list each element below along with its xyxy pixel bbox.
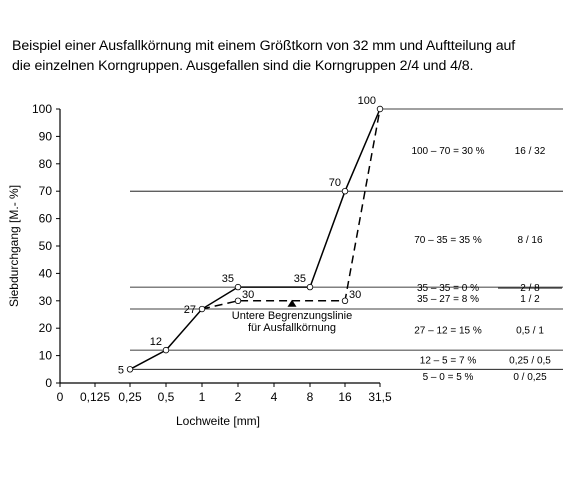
x-tick-label: 0,25: [118, 390, 142, 404]
y-tick-label: 60: [38, 211, 52, 226]
point-label: 30: [242, 288, 255, 301]
point-label: 12: [149, 336, 162, 349]
x-tick-label: 16: [338, 390, 352, 404]
data-point: [307, 284, 313, 290]
caption-line-2: die einzelnen Korngruppen. Ausgefallen sind die Korngruppen 2/4 und 4/8.: [12, 58, 474, 74]
data-point: [163, 347, 169, 353]
group-label: 1 / 2: [520, 294, 540, 306]
y-tick-label: 0: [45, 376, 52, 390]
x-tick-label: 0,5: [157, 390, 175, 404]
data-point: [235, 298, 241, 304]
y-tick-label: 30: [38, 293, 52, 308]
y-tick-label: 90: [38, 129, 52, 144]
point-label: 27: [183, 304, 196, 317]
y-tick-label: 20: [38, 321, 52, 336]
group-label: 0,25 / 0,5: [509, 355, 551, 367]
group-separators: [130, 109, 563, 369]
y-tick-label: 50: [38, 239, 52, 253]
group-calculation: 100 – 70 = 30 %: [411, 146, 485, 158]
group-label: 8 / 16: [517, 235, 543, 247]
y-tick-label: 10: [38, 348, 52, 363]
point-label: 35: [221, 273, 234, 286]
point-label: 70: [328, 177, 341, 190]
caption-line-1: Beispiel einer Ausfallkörnung mit einem Größtkorn von 32 mm und Auftteilung auf: [12, 38, 516, 54]
group-calculation: 12 – 5 = 7 %: [419, 355, 477, 367]
x-tick-label: 4: [270, 390, 278, 404]
data-point: [377, 106, 383, 112]
data-point: [199, 306, 205, 312]
data-point: [342, 188, 348, 194]
group-label: 16 / 32: [514, 146, 546, 158]
annotation-line-2: für Ausfallkörnung: [247, 321, 337, 334]
point-label: 5: [117, 364, 124, 377]
group-calculation: 5 – 0 = 5 %: [422, 372, 474, 384]
y-tick-label: 70: [38, 184, 52, 199]
point-label: 35: [293, 273, 306, 286]
group-calculation: 70 – 35 = 35 %: [414, 235, 482, 247]
annotation: [232, 300, 352, 334]
annotation-line-1: Untere Begrenzungslinie: [231, 309, 353, 322]
group-calculation: 27 – 12 = 15 %: [414, 325, 482, 337]
grain-group-table: [411, 146, 562, 383]
y-tick-label: 80: [38, 156, 52, 171]
axes: [7, 102, 392, 428]
x-tick-label: 2: [234, 390, 242, 404]
group-label: 0,5 / 1: [516, 325, 544, 337]
y-tick-label: 100: [31, 102, 52, 116]
data-point: [235, 284, 241, 290]
group-label: 0 / 0,25: [513, 372, 547, 384]
data-point: [342, 298, 348, 304]
y-tick-label: 40: [38, 266, 52, 281]
y-axis-title: Siebdurchgang [M.- %]: [7, 184, 21, 308]
group-label: 2 / 8: [520, 283, 540, 295]
x-tick-label: 0,125: [79, 390, 111, 404]
x-tick-label: 31,5: [368, 390, 392, 404]
point-label: 30: [349, 288, 362, 301]
point-label: 100: [357, 95, 376, 107]
point-labels: [118, 95, 376, 376]
data-point: [127, 367, 133, 373]
x-tick-label: 8: [306, 390, 314, 404]
x-tick-label: 0: [56, 390, 64, 404]
x-axis-title: Lochweite [mm]: [175, 414, 261, 428]
group-calculation: 35 – 35 = 0 %: [417, 283, 479, 295]
group-calculation: 35 – 27 = 8 %: [417, 294, 479, 306]
x-tick-label: 1: [198, 390, 206, 404]
